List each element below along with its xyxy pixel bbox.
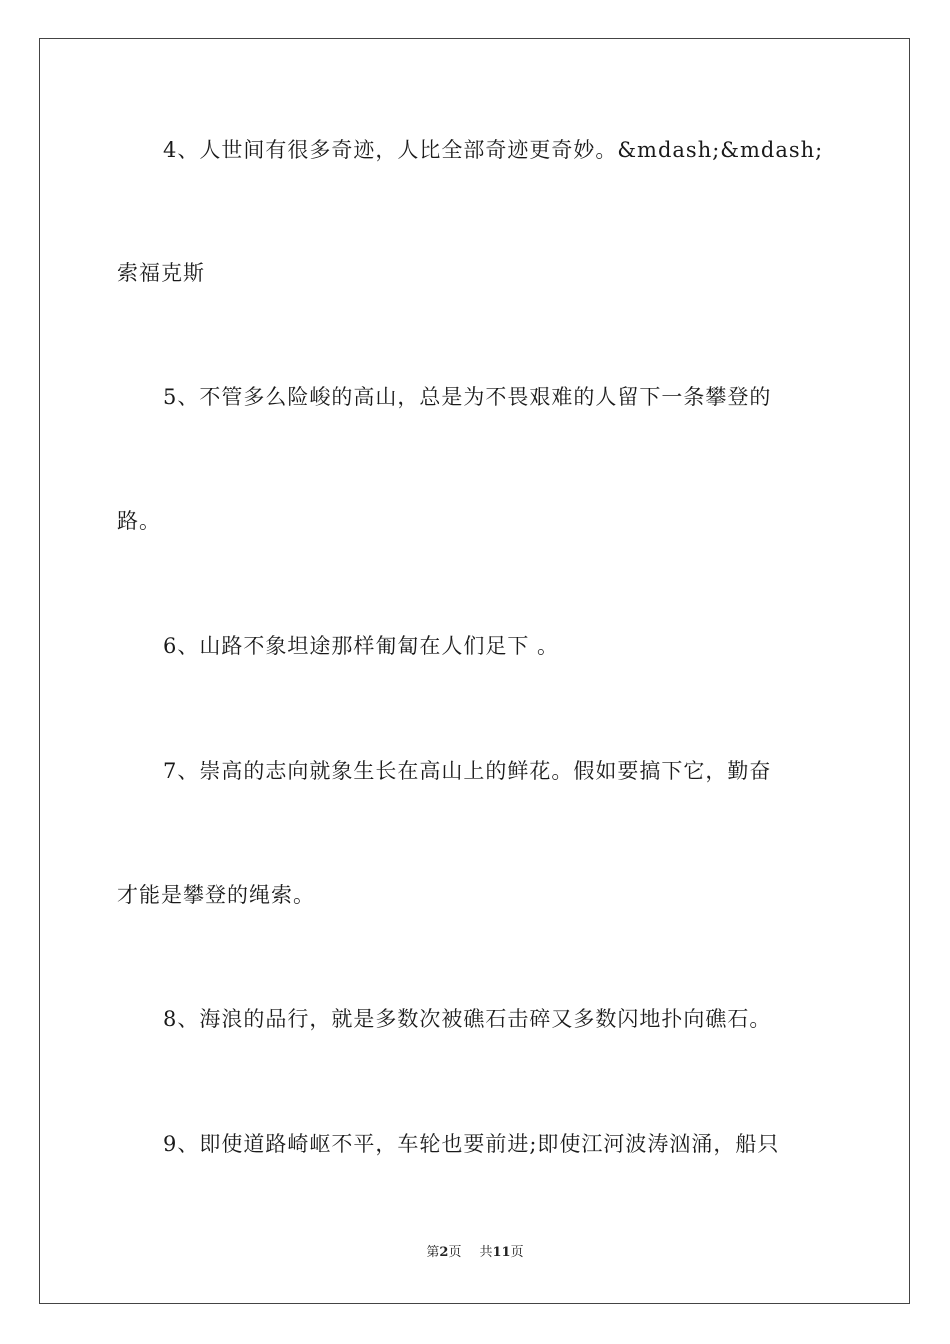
paragraph-4-line-2: 索福克斯 xyxy=(117,261,205,285)
paragraph-5-line-2: 路。 xyxy=(117,509,161,533)
page-footer xyxy=(0,1244,950,1262)
paragraph-8-line-1: 8、海浪的品行，就是多数次被礁石击碎又多数闪地扑向礁石。 xyxy=(163,1007,772,1031)
footer-total-prefix: 共 xyxy=(479,1245,493,1260)
footer-page-suffix: 页 xyxy=(448,1245,462,1260)
paragraph-7-line-1: 7、崇高的志向就象生长在高山上的鲜花。假如要搞下它，勤奋 xyxy=(163,759,772,783)
footer-page-prefix: 第 xyxy=(426,1245,440,1260)
paragraph-4-line-1: 4、人世间有很多奇迹，人比全部奇迹更奇妙。&mdash;&mdash; xyxy=(163,138,824,162)
paragraph-9-line-1: 9、即使道路崎岖不平，车轮也要前进;即使江河波涛汹涌，船只 xyxy=(163,1132,780,1156)
paragraph-5-line-1: 5、不管多么险峻的高山，总是为不畏艰难的人留下一条攀登的 xyxy=(163,385,772,409)
page-border xyxy=(39,38,910,1304)
paragraph-7-line-2: 才能是攀登的绳索。 xyxy=(117,883,315,907)
footer-page-total: 11 xyxy=(492,1245,511,1260)
paragraph-6-line-1: 6、山路不象坦途那样匍匐在人们足下 。 xyxy=(163,634,560,658)
footer-total-suffix: 页 xyxy=(510,1245,524,1260)
footer-page-current: 2 xyxy=(439,1245,449,1260)
